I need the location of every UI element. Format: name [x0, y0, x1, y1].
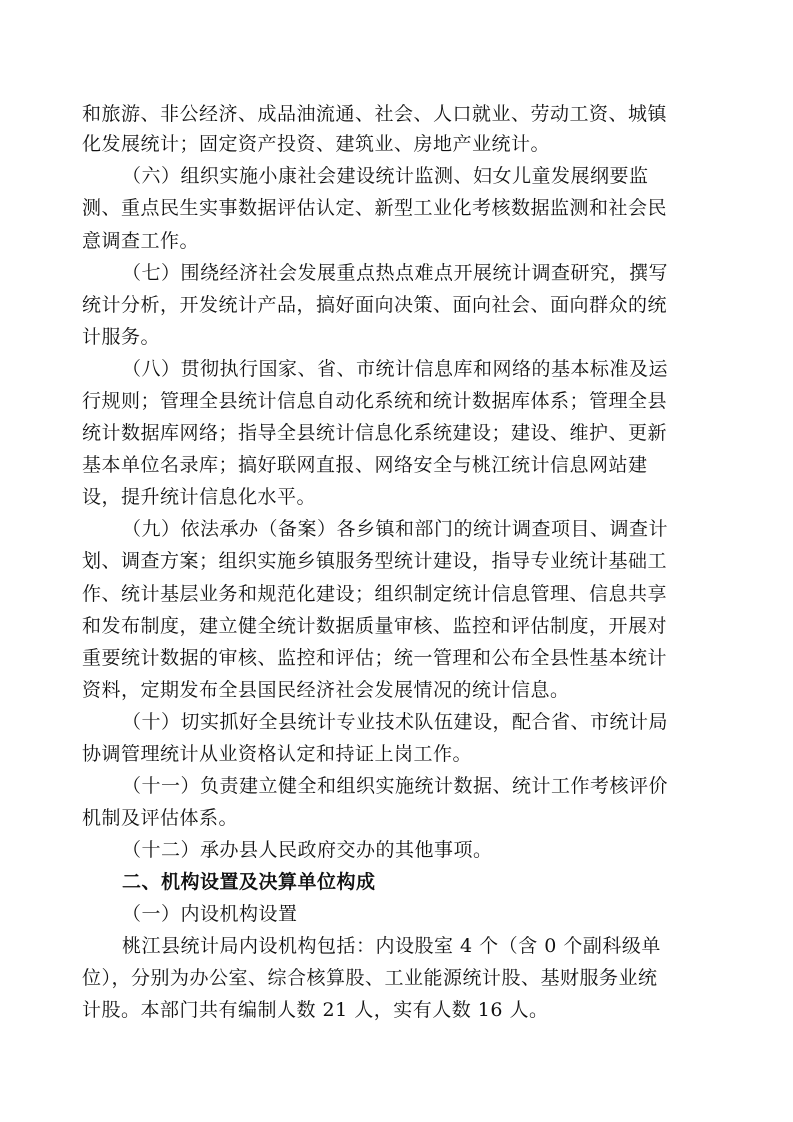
text-line: 划、调查方案；组织实施乡镇服务型统计建设，指导专业统计基础工	[82, 550, 668, 572]
text-line: 计服务。	[82, 326, 161, 348]
text-line: 位），分别为办公室、综合核算股、工业能源统计股、基财服务业统	[82, 967, 658, 989]
text-line: 设，提升统计信息化水平。	[82, 486, 317, 508]
text-line: 基本单位名录库；搞好联网直报、网络安全与桃江统计信息网站建	[82, 454, 648, 476]
text-line: （七）围绕经济社会发展重点热点难点开展统计调查研究，撰写	[122, 262, 669, 284]
text-line: 机制及评估体系。	[82, 807, 239, 829]
text-line: （十）切实抓好全县统计专业技术队伍建设，配合省、市统计局	[122, 711, 669, 733]
text-line: 统计数据库网络；指导全县统计信息化系统建设；建设、维护、更新	[82, 422, 668, 444]
text-line: 计股。本部门共有编制人数 21 人，实有人数 16 人。	[82, 999, 549, 1021]
text-line: （十二）承办县人民政府交办的其他事项。	[122, 839, 493, 861]
text-line: 桃江县统计局内设机构包括：内设股室 4 个（含 0 个副科级单	[122, 935, 661, 957]
text-line: 行规则；管理全县统计信息自动化系统和统计数据库体系；管理全县	[82, 390, 668, 412]
text-line: （九）依法承办（备案）各乡镇和部门的统计调查项目、调查计	[122, 518, 669, 540]
text-line: 资料，定期发布全县国民经济社会发展情况的统计信息。	[82, 679, 570, 701]
text-line: 测、重点民生实事数据评估认定、新型工业化考核数据监测和社会民	[82, 197, 668, 219]
text-line: （八）贯彻执行国家、省、市统计信息库和网络的基本标准及运	[122, 358, 669, 380]
text-line: 作、统计基层业务和规范化建设；组织制定统计信息管理、信息共享	[82, 583, 668, 605]
section-heading: 二、机构设置及决算单位构成	[122, 871, 376, 893]
text-line: 重要统计数据的审核、监控和评估；统一管理和公布全县性基本统计	[82, 647, 668, 669]
text-line: 和发布制度，建立健全统计数据质量审核、监控和评估制度，开展对	[82, 615, 668, 637]
text-line: 协调管理统计从业资格认定和持证上岗工作。	[82, 743, 473, 765]
text-line: （六）组织实施小康社会建设统计监测、妇女儿童发展纲要监	[122, 165, 649, 187]
text-line: 和旅游、非公经济、成品油流通、社会、人口就业、劳动工资、城镇	[82, 103, 668, 125]
text-line: 化发展统计；固定资产投资、建筑业、房地产业统计。	[82, 133, 551, 155]
subsection-heading: （一）内设机构设置	[122, 903, 298, 925]
text-line: 意调查工作。	[82, 230, 200, 252]
text-line: （十一）负责建立健全和组织实施统计数据、统计工作考核评价	[122, 775, 669, 797]
text-line: 统计分析，开发统计产品，搞好面向决策、面向社会、面向群众的统	[82, 294, 668, 316]
